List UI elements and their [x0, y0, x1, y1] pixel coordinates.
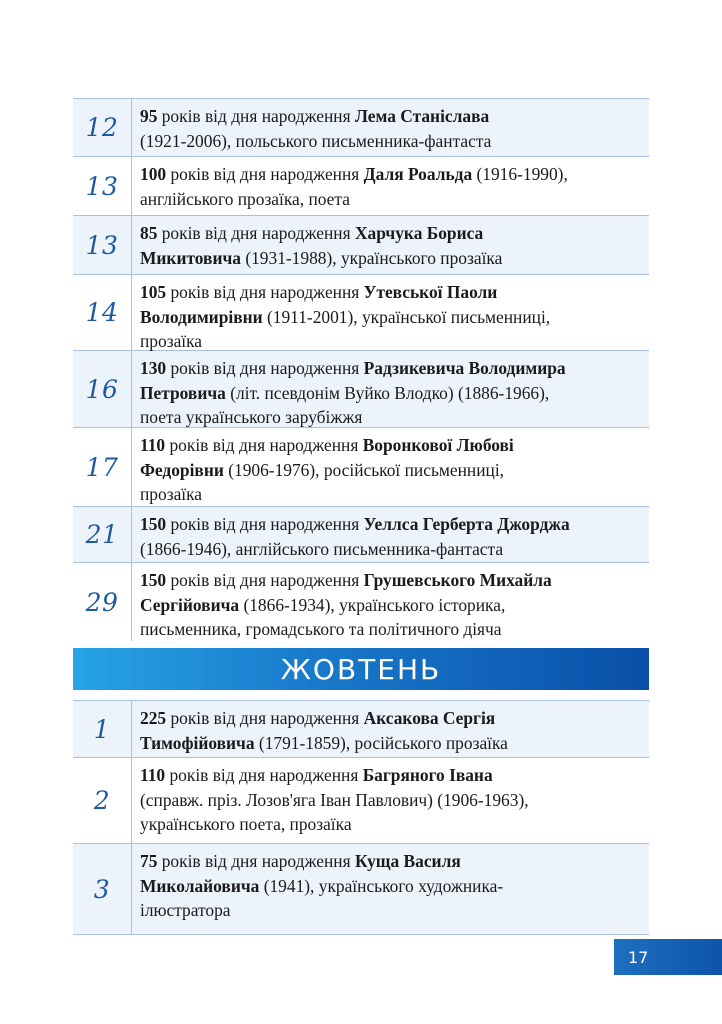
event-bold-text: Федорівни — [140, 459, 224, 480]
event-bold-text: Радзикевича Володимира — [363, 358, 566, 378]
event-plain-text: (1866-1946), англійського письменника-фантаста — [140, 538, 504, 559]
event-plain-text: прозаїка — [140, 331, 203, 351]
event-text — [140, 433, 645, 507]
page-number: 17 — [614, 939, 722, 975]
event-bold-text: Багряного Івана — [362, 765, 493, 785]
event-bold-text: 225 — [140, 708, 167, 728]
event-bold-text: Куща Василя — [354, 851, 461, 871]
event-bold-text: Воронкової Любові — [362, 435, 514, 455]
event-bold-text: 130 — [140, 358, 167, 378]
event-plain-text: (справж. пріз. Лозов'яга Іван Павлович) (1906-1963), — [140, 789, 529, 810]
event-bold-text: Володимирівни — [140, 306, 263, 327]
event-bold-text: Сергійовича — [140, 594, 240, 615]
event-bold-text: Микитовича — [140, 247, 241, 268]
event-bold-text: 95 — [140, 106, 158, 126]
day-number: 3 — [73, 844, 132, 934]
event-bold-text: 100 — [140, 164, 167, 184]
month-banner: ЖОВТЕНЬ — [73, 648, 649, 690]
event-bold-text: Даля Роальда — [363, 164, 473, 184]
event-text — [140, 221, 645, 270]
event-plain-text: років від дня народження — [157, 106, 355, 126]
day-number: 16 — [73, 351, 132, 427]
event-plain-text: років від дня народження — [157, 223, 355, 243]
event-bold-text: Утевської Паоли — [363, 282, 498, 302]
event-bold-text: Аксакова Сергія — [363, 708, 496, 728]
event-plain-text: прозаїка — [140, 484, 203, 504]
event-plain-text: років від дня народження — [165, 765, 363, 785]
table-row — [73, 428, 649, 507]
event-bold-text: 75 — [140, 851, 158, 871]
event-plain-text: українського поета, прозаїка — [140, 814, 352, 834]
event-bold-text: Тимофійовича — [140, 732, 255, 753]
event-bold-text: Петровича — [140, 382, 226, 403]
day-number: 17 — [73, 428, 132, 506]
event-plain-text: років від дня народження — [166, 164, 364, 184]
day-number: 13 — [73, 157, 132, 215]
event-text — [140, 280, 645, 354]
table-row — [73, 157, 649, 216]
day-number: 12 — [73, 99, 132, 156]
event-text — [140, 512, 645, 561]
day-number: 14 — [73, 275, 132, 350]
event-plain-text: поета українського зарубіжжя — [140, 407, 363, 427]
event-plain-text: років від дня народження — [166, 570, 364, 590]
events-table-september — [73, 98, 649, 641]
event-text — [140, 849, 645, 923]
event-plain-text: років від дня народження — [166, 358, 364, 378]
event-plain-text: років від дня народження — [165, 435, 363, 455]
table-row — [73, 758, 649, 844]
day-number: 13 — [73, 216, 132, 274]
event-plain-text: (1906-1976), російської письменниці, — [223, 459, 505, 480]
event-bold-text: Лема Станіслава — [354, 106, 490, 126]
table-row — [73, 563, 649, 641]
event-bold-text: 105 — [140, 282, 167, 302]
events-table-october — [73, 700, 649, 935]
event-text — [140, 763, 645, 837]
event-plain-text: англійського прозаїка, поета — [140, 188, 350, 209]
event-plain-text: (1941), українського художника- — [259, 875, 504, 896]
event-text — [140, 568, 645, 642]
event-plain-text: (1921-2006), польського письменника-фантаста — [140, 130, 492, 151]
table-row — [73, 275, 649, 351]
event-text — [140, 706, 645, 755]
table-row — [73, 507, 649, 563]
day-number: 1 — [73, 701, 132, 757]
event-text — [140, 162, 645, 211]
event-bold-text: Миколайовича — [140, 875, 260, 896]
event-text — [140, 104, 645, 153]
event-plain-text: (1911-2001), української письменниці, — [262, 306, 551, 327]
table-row — [73, 98, 649, 157]
table-row — [73, 700, 649, 758]
event-plain-text: (1931-1988), українського прозаїка — [240, 247, 503, 268]
table-row — [73, 216, 649, 275]
day-number: 29 — [73, 563, 132, 641]
event-plain-text: (1791-1859), російського прозаїка — [254, 732, 508, 753]
event-bold-text: Уеллса Герберта Джорджа — [363, 514, 570, 534]
event-plain-text: років від дня народження — [166, 282, 364, 302]
event-plain-text: ілюстратора — [140, 900, 231, 920]
event-text — [140, 356, 645, 430]
event-bold-text: 150 — [140, 570, 167, 590]
event-bold-text: 150 — [140, 514, 167, 534]
event-plain-text: років від дня народження — [157, 851, 355, 871]
event-plain-text: (1916-1990), — [472, 164, 568, 184]
day-number: 21 — [73, 507, 132, 562]
event-bold-text: 85 — [140, 223, 158, 243]
day-number: 2 — [73, 758, 132, 843]
event-bold-text: 110 — [140, 765, 166, 785]
event-plain-text: років від дня народження — [166, 514, 364, 534]
table-row — [73, 351, 649, 428]
event-bold-text: Грушевського Михайла — [363, 570, 552, 590]
event-plain-text: (літ. псевдонім Вуйко Влодко) (1886-1966), — [225, 382, 550, 403]
event-plain-text: письменника, громадського та політичного діяча — [140, 619, 502, 639]
table-row — [73, 844, 649, 935]
event-plain-text: років від дня народження — [166, 708, 364, 728]
event-bold-text: Харчука Бориса — [354, 223, 484, 243]
event-bold-text: 110 — [140, 435, 166, 455]
event-plain-text: (1866-1934), українського історика, — [239, 594, 506, 615]
